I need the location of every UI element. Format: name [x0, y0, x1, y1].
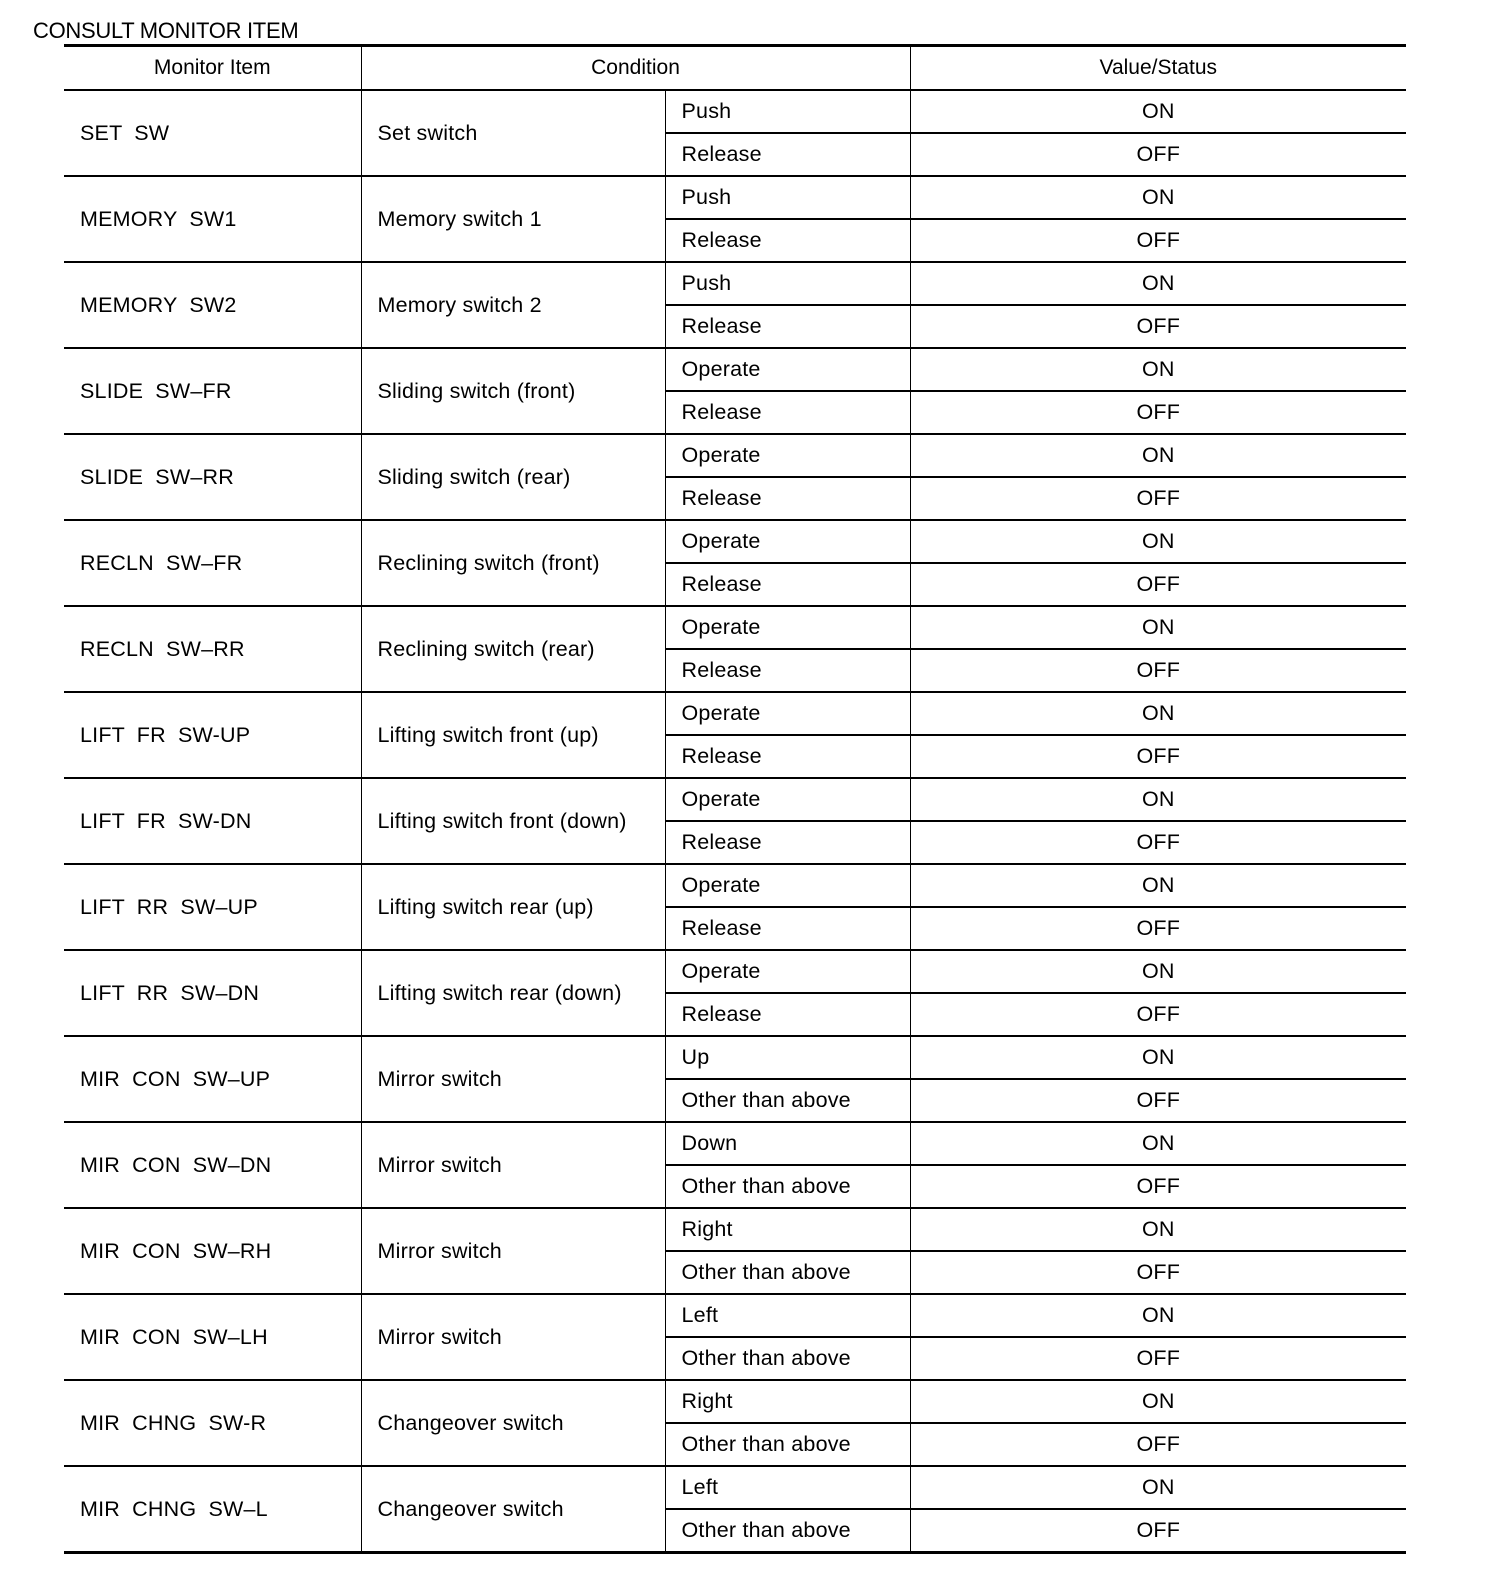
condition-state-cell: Right	[665, 1380, 910, 1423]
condition-state-cell: Other than above	[665, 1423, 910, 1466]
condition-description-cell: Changeover switch	[361, 1380, 665, 1466]
condition-state-cell: Push	[665, 176, 910, 219]
document-title: CONSULT MONITOR ITEM	[33, 18, 299, 43]
monitor-item-cell: SET SW	[64, 90, 361, 176]
monitor-item-cell: SLIDE SW–RR	[64, 434, 361, 520]
value-status-cell: ON	[910, 262, 1406, 305]
condition-state-cell: Operate	[665, 348, 910, 391]
table-row	[64, 950, 1406, 993]
value-status-cell: ON	[910, 1380, 1406, 1423]
value-status-cell: OFF	[910, 219, 1406, 262]
table-row	[64, 1294, 1406, 1337]
header-value-status: Value/Status	[910, 46, 1406, 91]
condition-state-cell: Release	[665, 821, 910, 864]
condition-state-cell: Release	[665, 133, 910, 176]
table-body	[64, 90, 1406, 1553]
value-status-cell: ON	[910, 950, 1406, 993]
monitor-item-cell: MEMORY SW2	[64, 262, 361, 348]
value-status-cell: ON	[910, 1294, 1406, 1337]
value-status-cell: OFF	[910, 907, 1406, 950]
condition-state-cell: Right	[665, 1208, 910, 1251]
value-status-cell: OFF	[910, 1337, 1406, 1380]
condition-state-cell: Operate	[665, 606, 910, 649]
table-row	[64, 1036, 1406, 1079]
condition-description-cell: Reclining switch (rear)	[361, 606, 665, 692]
monitor-item-cell: MIR CON SW–DN	[64, 1122, 361, 1208]
condition-state-cell: Release	[665, 477, 910, 520]
condition-state-cell: Left	[665, 1466, 910, 1509]
value-status-cell: ON	[910, 1466, 1406, 1509]
monitor-item-cell: MIR CON SW–RH	[64, 1208, 361, 1294]
condition-state-cell: Release	[665, 907, 910, 950]
monitor-item-cell: LIFT FR SW-DN	[64, 778, 361, 864]
condition-description-cell: Mirror switch	[361, 1208, 665, 1294]
condition-description-cell: Set switch	[361, 90, 665, 176]
condition-state-cell: Other than above	[665, 1337, 910, 1380]
value-status-cell: ON	[910, 176, 1406, 219]
header-condition: Condition	[361, 46, 910, 91]
value-status-cell: ON	[910, 864, 1406, 907]
value-status-cell: ON	[910, 1122, 1406, 1165]
condition-state-cell: Release	[665, 649, 910, 692]
condition-state-cell: Operate	[665, 434, 910, 477]
monitor-item-cell: MIR CON SW–UP	[64, 1036, 361, 1122]
value-status-cell: ON	[910, 348, 1406, 391]
monitor-item-cell: LIFT RR SW–UP	[64, 864, 361, 950]
condition-state-cell: Release	[665, 219, 910, 262]
table-row	[64, 434, 1406, 477]
condition-description-cell: Sliding switch (rear)	[361, 434, 665, 520]
value-status-cell: OFF	[910, 1423, 1406, 1466]
condition-description-cell: Lifting switch rear (up)	[361, 864, 665, 950]
value-status-cell: OFF	[910, 391, 1406, 434]
condition-description-cell: Changeover switch	[361, 1466, 665, 1553]
monitor-item-cell: RECLN SW–RR	[64, 606, 361, 692]
condition-state-cell: Left	[665, 1294, 910, 1337]
value-status-cell: OFF	[910, 649, 1406, 692]
condition-state-cell: Release	[665, 993, 910, 1036]
table-row	[64, 262, 1406, 305]
table-row	[64, 1466, 1406, 1509]
condition-description-cell: Reclining switch (front)	[361, 520, 665, 606]
condition-description-cell: Sliding switch (front)	[361, 348, 665, 434]
condition-description-cell: Mirror switch	[361, 1122, 665, 1208]
value-status-cell: ON	[910, 434, 1406, 477]
condition-state-cell: Push	[665, 262, 910, 305]
monitor-item-table	[64, 44, 1406, 1554]
condition-description-cell: Lifting switch rear (down)	[361, 950, 665, 1036]
condition-state-cell: Operate	[665, 950, 910, 993]
table-row	[64, 778, 1406, 821]
value-status-cell: ON	[910, 1036, 1406, 1079]
monitor-item-cell: MIR CHNG SW-R	[64, 1380, 361, 1466]
condition-state-cell: Operate	[665, 520, 910, 563]
monitor-item-cell: SLIDE SW–FR	[64, 348, 361, 434]
table-row	[64, 1380, 1406, 1423]
value-status-cell: ON	[910, 692, 1406, 735]
value-status-cell: OFF	[910, 821, 1406, 864]
condition-state-cell: Release	[665, 735, 910, 778]
value-status-cell: OFF	[910, 993, 1406, 1036]
monitor-item-cell: MIR CHNG SW–L	[64, 1466, 361, 1553]
table-row	[64, 520, 1406, 563]
condition-state-cell: Other than above	[665, 1165, 910, 1208]
condition-state-cell: Operate	[665, 778, 910, 821]
value-status-cell: ON	[910, 90, 1406, 133]
value-status-cell: ON	[910, 520, 1406, 563]
value-status-cell: OFF	[910, 563, 1406, 606]
value-status-cell: ON	[910, 1208, 1406, 1251]
condition-state-cell: Up	[665, 1036, 910, 1079]
header-monitor-item: Monitor Item	[64, 46, 361, 91]
value-status-cell: OFF	[910, 1165, 1406, 1208]
table-row	[64, 864, 1406, 907]
value-status-cell: OFF	[910, 133, 1406, 176]
condition-description-cell: Mirror switch	[361, 1036, 665, 1122]
table-row	[64, 348, 1406, 391]
value-status-cell: OFF	[910, 735, 1406, 778]
value-status-cell: OFF	[910, 1251, 1406, 1294]
value-status-cell: ON	[910, 778, 1406, 821]
condition-description-cell: Lifting switch front (down)	[361, 778, 665, 864]
value-status-cell: OFF	[910, 1079, 1406, 1122]
table-row	[64, 692, 1406, 735]
monitor-item-cell: RECLN SW–FR	[64, 520, 361, 606]
condition-description-cell: Memory switch 1	[361, 176, 665, 262]
condition-state-cell: Other than above	[665, 1251, 910, 1294]
monitor-item-cell: MIR CON SW–LH	[64, 1294, 361, 1380]
value-status-cell: OFF	[910, 1509, 1406, 1553]
value-status-cell: ON	[910, 606, 1406, 649]
condition-state-cell: Operate	[665, 864, 910, 907]
monitor-item-cell: LIFT FR SW-UP	[64, 692, 361, 778]
condition-description-cell: Mirror switch	[361, 1294, 665, 1380]
condition-state-cell: Release	[665, 305, 910, 348]
table-row	[64, 606, 1406, 649]
condition-state-cell: Release	[665, 391, 910, 434]
condition-state-cell: Other than above	[665, 1509, 910, 1553]
table-row	[64, 1122, 1406, 1165]
condition-description-cell: Memory switch 2	[361, 262, 665, 348]
table-header-row	[64, 46, 1406, 91]
condition-state-cell: Operate	[665, 692, 910, 735]
monitor-item-cell: LIFT RR SW–DN	[64, 950, 361, 1036]
value-status-cell: OFF	[910, 305, 1406, 348]
table-row	[64, 90, 1406, 133]
condition-state-cell: Other than above	[665, 1079, 910, 1122]
value-status-cell: OFF	[910, 477, 1406, 520]
table-row	[64, 1208, 1406, 1251]
table-row	[64, 176, 1406, 219]
monitor-item-cell: MEMORY SW1	[64, 176, 361, 262]
condition-state-cell: Down	[665, 1122, 910, 1165]
condition-state-cell: Release	[665, 563, 910, 606]
condition-state-cell: Push	[665, 90, 910, 133]
condition-description-cell: Lifting switch front (up)	[361, 692, 665, 778]
